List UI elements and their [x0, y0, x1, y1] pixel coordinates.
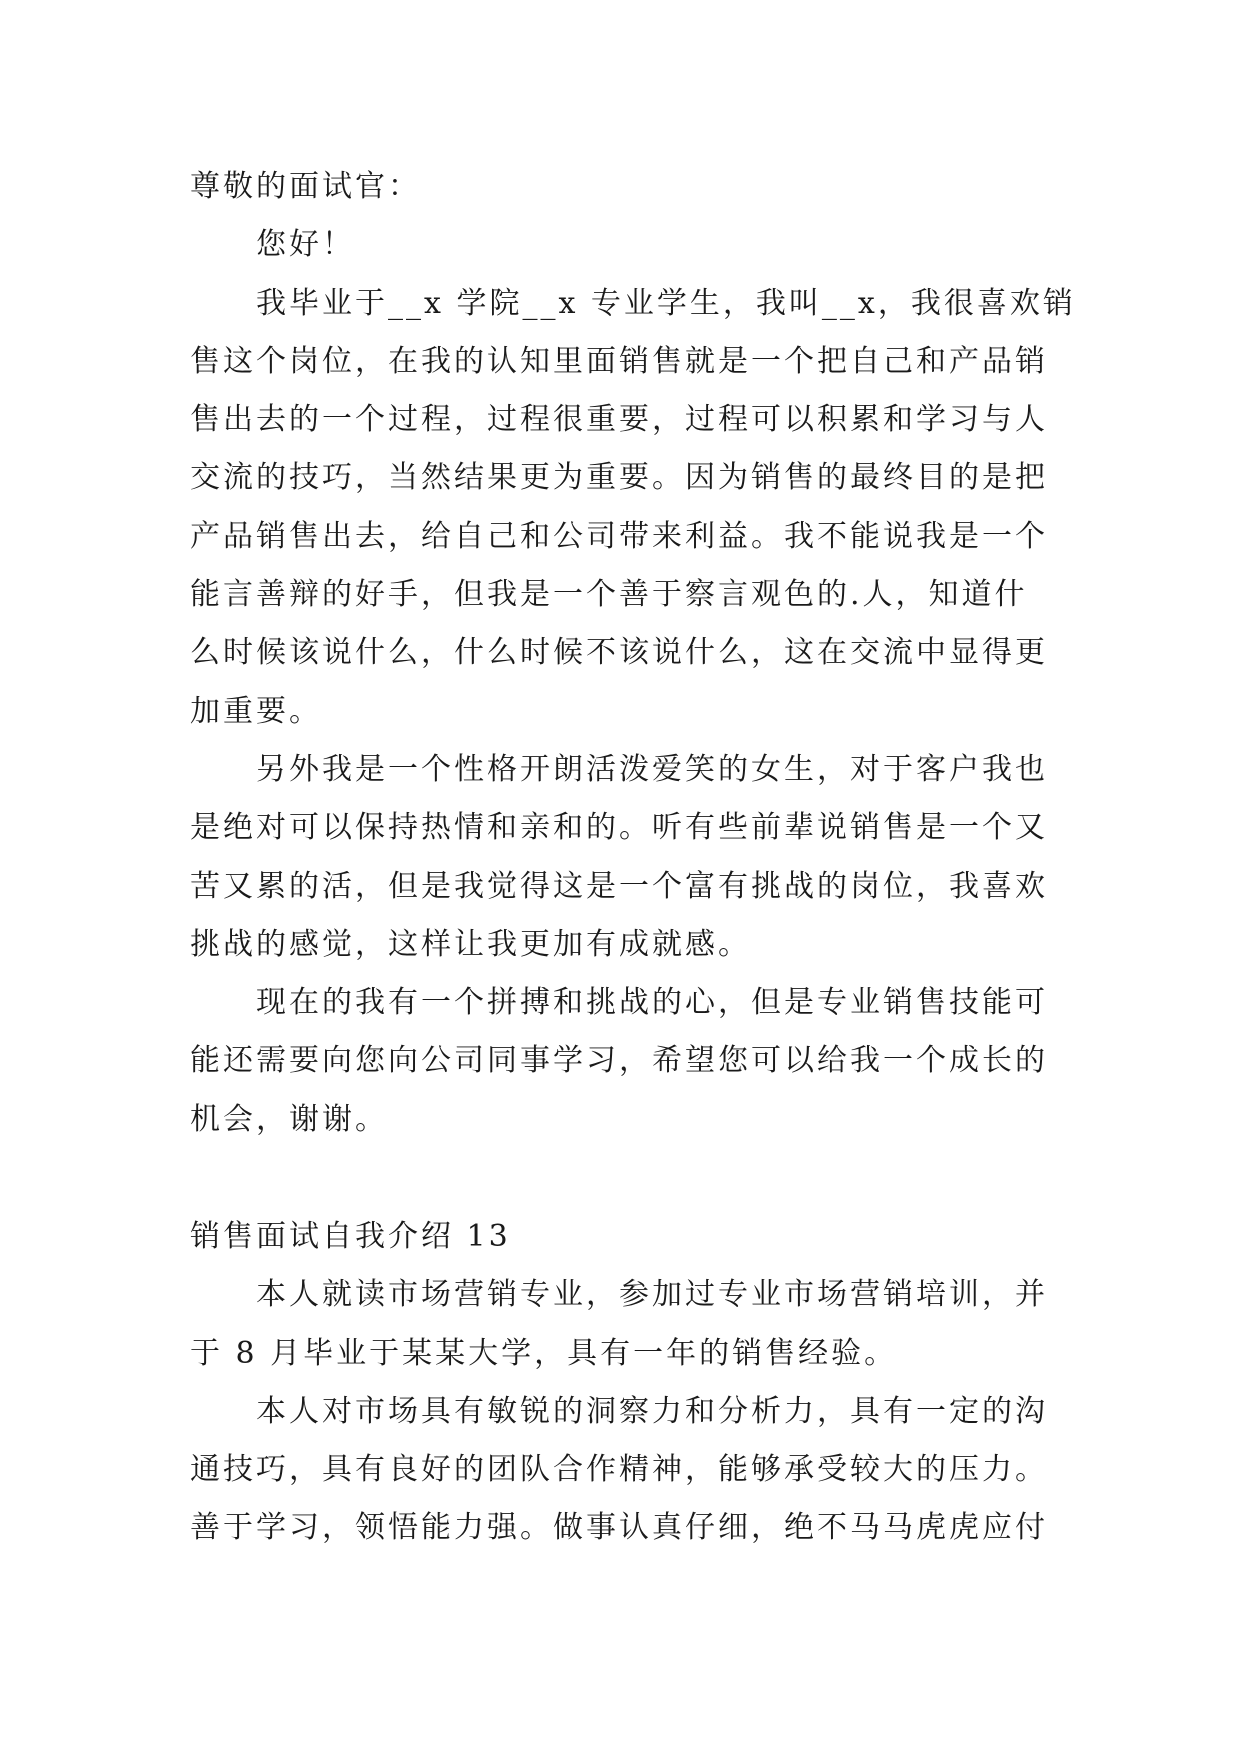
- paragraph-line: 产品销售出去，给自己和公司带来利益。我不能说我是一个: [190, 518, 1048, 554]
- paragraph-line: 另外我是一个性格开朗活泼爱笑的女生，对于客户我也: [256, 751, 1048, 787]
- paragraph-line: 挑战的感觉，这样让我更加有成就感。: [190, 926, 751, 962]
- paragraph-line: 机会，谢谢。: [190, 1101, 388, 1137]
- paragraph-line: 售这个岗位，在我的认知里面销售就是一个把自己和产品销: [190, 343, 1048, 379]
- paragraph-line: 苦又累的活，但是我觉得这是一个富有挑战的岗位，我喜欢: [190, 868, 1048, 904]
- salutation: 尊敬的面试官：: [190, 169, 421, 204]
- greeting: 您好！: [256, 227, 355, 263]
- paragraph-line: 于 8 月毕业于某某大学，具有一年的销售经验。: [190, 1335, 898, 1371]
- letter-body: [190, 158, 1076, 1149]
- paragraph-line: 是绝对可以保持热情和亲和的。听有些前辈说销售是一个又: [190, 810, 1048, 846]
- section-body: [190, 1208, 1070, 1558]
- paragraph-line: 善于学习，领悟能力强。做事认真仔细，绝不马马虎虎应付: [190, 1510, 1048, 1546]
- paragraph-line: 通技巧，具有良好的团队合作精神，能够承受较大的压力。: [190, 1452, 1048, 1488]
- section-title: 销售面试自我介绍 13: [190, 1219, 511, 1254]
- paragraph-line: 本人对市场具有敏锐的洞察力和分析力，具有一定的沟: [256, 1393, 1048, 1429]
- paragraph-line: 现在的我有一个拼搏和挑战的心，但是专业销售技能可: [256, 985, 1048, 1021]
- paragraph-line: 能还需要向您向公司同事学习，希望您可以给我一个成长的: [190, 1043, 1048, 1079]
- paragraph-line: 加重要。: [190, 693, 322, 729]
- paragraph-line: 本人就读市场营销专业，参加过专业市场营销培训，并: [256, 1277, 1048, 1313]
- paragraph-line: 能言善辩的好手，但我是一个善于察言观色的.人，知道什: [190, 577, 1028, 613]
- paragraph-line: 售出去的一个过程，过程很重要，过程可以积累和学习与人: [190, 402, 1048, 438]
- paragraph-line: 交流的技巧，当然结果更为重要。因为销售的最终目的是把: [190, 460, 1048, 496]
- paragraph-line: 我毕业于__x 学院__x 专业学生，我叫__x，我很喜欢销: [256, 285, 1076, 321]
- paragraph-line: 么时候该说什么，什么时候不该说什么，这在交流中显得更: [190, 635, 1048, 671]
